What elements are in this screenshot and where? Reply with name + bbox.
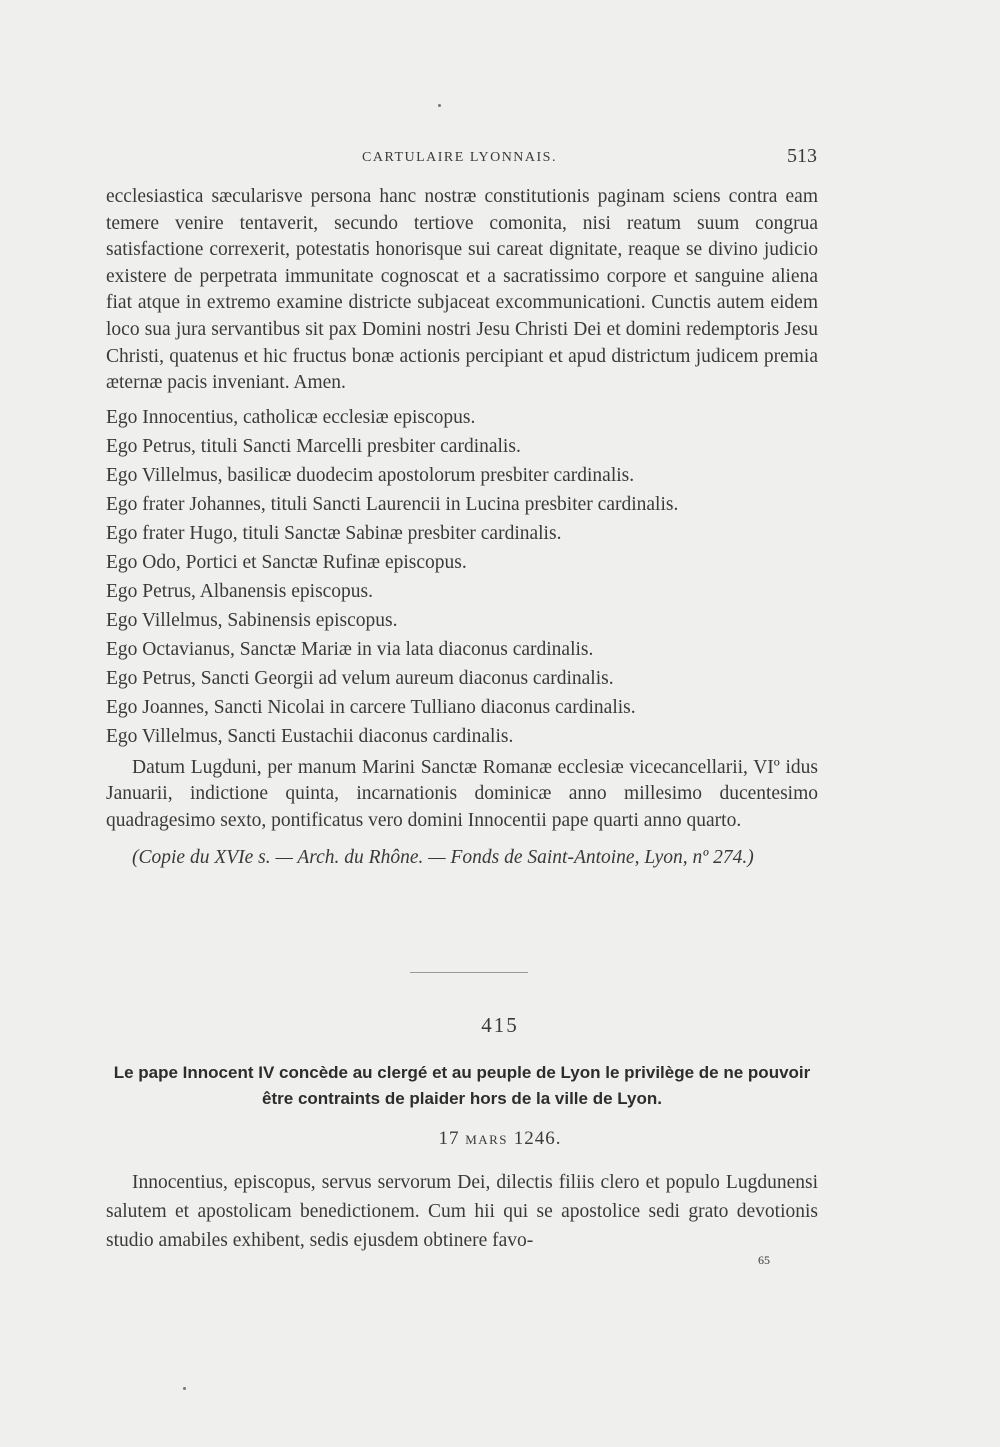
document-body — [106, 1168, 818, 1255]
signatory-line: Ego Joannes, Sancti Nicolai in carcere Tulliano diaconus cardinalis. — [106, 696, 636, 718]
date-month: MARS — [465, 1132, 509, 1147]
signatory-line: Ego Villelmus, basilicæ duodecim apostolorum presbiter cardinalis. — [106, 464, 635, 486]
source-note — [106, 845, 818, 872]
signatory-line: Ego Petrus, tituli Sancti Marcelli presbiter cardinalis. — [106, 435, 521, 457]
signatory-line: Ego Villelmus, Sabinensis episcopus. — [106, 609, 398, 631]
document-number: 415 — [481, 1013, 519, 1037]
page-number: 513 — [787, 145, 817, 167]
document-title: Le pape Innocent IV concède au clergé et au peuple de Lyon le privilège de ne pouvoir être contraints de plaider hors de la ville de Lyon. — [113, 1063, 811, 1108]
signatory-line: Ego Petrus, Albanensis episcopus. — [106, 580, 374, 602]
signatory-line: Ego Octavianus, Sanctæ Mariæ in via lata diaconus cardinalis. — [106, 638, 594, 660]
document-date — [0, 1128, 1000, 1150]
paper-speck — [183, 1387, 186, 1390]
paper-speck — [438, 104, 441, 107]
date-day: 17 — [438, 1128, 460, 1149]
opening-paragraph: Innocentius, episcopus, servus servorum Dei, dilectis filiis clero et populo Lugdunensi salutem et apostolicam benedictionem. Cum hii qui se apostolice sedi grato devotionis studio amabiles exhibent, sedis ejusdem obtinere favo- — [106, 1172, 818, 1251]
signatory-list — [106, 403, 818, 751]
signatory-line: Ego Innocentius, catholicæ ecclesiæ episcopus. — [106, 406, 476, 428]
signatory-line: Ego Villelmus, Sancti Eustachii diaconus cardinalis. — [106, 725, 514, 747]
running-title: CARTULAIRE LYONNAIS. — [362, 150, 557, 165]
section-divider — [410, 972, 528, 973]
charter-text — [106, 184, 818, 871]
signatory-line: Ego frater Hugo, tituli Sanctæ Sabinæ presbiter cardinalis. — [106, 522, 562, 544]
signatory-line: Ego Petrus, Sancti Georgii ad velum aureum diaconus cardinalis. — [106, 667, 614, 689]
signature-mark: 65 — [758, 1253, 770, 1267]
continuation-paragraph: ecclesiastica sæcularisve persona hanc nostræ constitutionis paginam sciens contra eam temere venire tentaverit, secundo tertiove comonita, nisi reatum suum congrua satisfactione correxerit, potestatis honorisque sui careat dignitate, reaque se divino judicio existere de perpetrata immunitate cognoscat et a sacratissimo corpore et sanguine aliena fiat atque in extremo examine districte subjaceat excommunicationi. Cunctis autem eidem loco sua jura servantibus sit pax Domini nostri Jesu Christi Dei et domini redemptoris Jesu Christi, quatenus et hic fructus bonæ actionis percipiant et apud districtum judicem premia æternæ pacis inveniant. Amen. — [106, 186, 818, 394]
signatory-line: Ego Odo, Portici et Sanctæ Rufinæ episcopus. — [106, 551, 467, 573]
date-year: 1246. — [513, 1128, 562, 1149]
datum-paragraph: Datum Lugduni, per manum Marini Sanctæ Romanæ ecclesiæ vicecancellarii, VIº idus Januarii, indictione quinta, incarnationis dominicæ anno millesimo ducentesimo quadragesimo sexto, pontificatus vero domini Innocentii pape quarti anno quarto. — [106, 756, 818, 831]
source-note-text: (Copie du XVIe s. — Arch. du Rhône. — Fonds de Saint-Antoine, Lyon, nº 274.) — [132, 846, 754, 868]
signatory-line: Ego frater Johannes, tituli Sancti Laurencii in Lucina presbiter cardinalis. — [106, 493, 679, 515]
